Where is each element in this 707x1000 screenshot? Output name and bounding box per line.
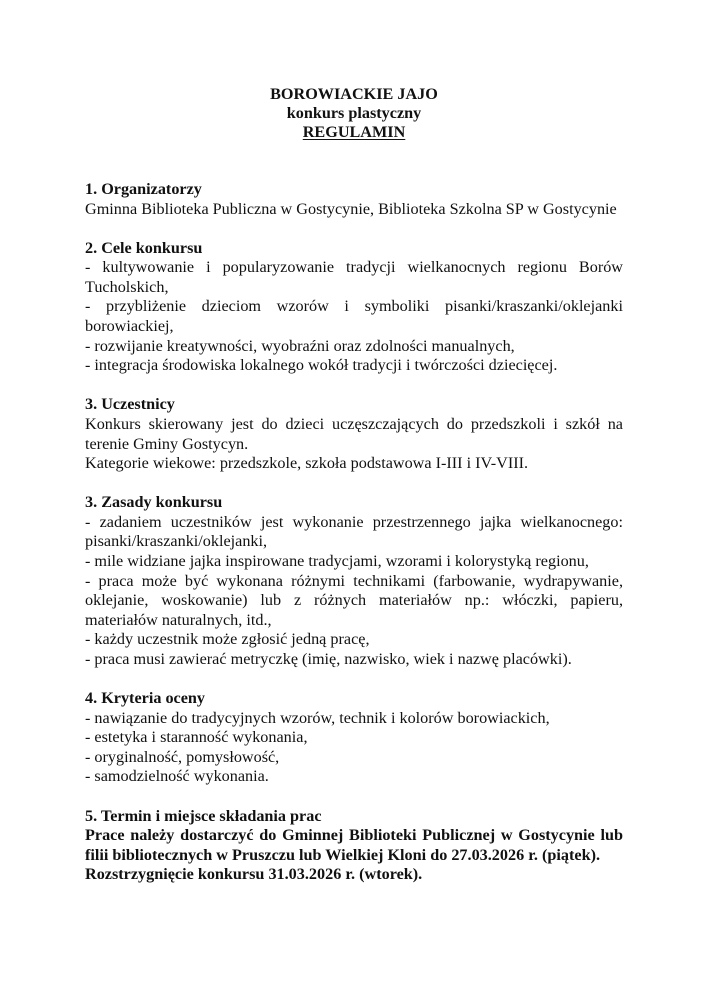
section-heading: 4. Kryteria oceny (85, 689, 206, 708)
list-item: - przybliżenie dzieciom wzorów i symboliki pisanki/kraszanki/oklejanki borowiackiej, (85, 297, 623, 336)
section-goals (85, 239, 623, 376)
section-line: Gminna Biblioteka Publiczna w Gostycynie, Biblioteka Szkolna SP w Gostycynie (85, 199, 617, 218)
list-item: - estetyka i staranność wykonania, (85, 728, 308, 747)
document-type: REGULAMIN (302, 123, 406, 141)
section-line: Kategorie wiekowe: przedszkole, szkoła podstawowa I-III i IV-VIII. (85, 454, 529, 473)
list-item: - zadaniem uczestników jest wykonanie przestrzennego jajka wielkanocnego: pisanki/kraszanki/oklejanki, (85, 512, 623, 551)
list-item: - kultywowanie i popularyzowanie tradycji wielkanocnych regionu Borów Tucholskich, (85, 258, 623, 296)
list-item: - nawiązanie do tradycyjnych wzorów, technik i kolorów borowiackich, (85, 708, 550, 727)
section-rules (85, 493, 623, 669)
list-item: - rozwijanie kreatywności, wyobraźni oraz zdolności manualnych, (85, 336, 515, 355)
section-deadline (85, 807, 623, 885)
section-heading: 3. Zasady konkursu (85, 493, 223, 512)
section-line: Rozstrzygnięcie konkursu 31.03.2026 r. (wtorek). (85, 865, 423, 884)
section-organizers (85, 180, 623, 219)
section-line: Konkurs skierowany jest do dzieci uczęszczających do przedszkoli i szkół na terenie Gminy Gostycyn. (85, 414, 623, 453)
list-item: - mile widziane jajka inspirowane tradycjami, wzorami i kolorystyką regionu, (85, 552, 589, 570)
section-heading: 1. Organizatorzy (85, 180, 202, 198)
section-heading: 5. Termin i miejsce składania prac (85, 806, 322, 825)
list-item: - praca musi zawierać metryczkę (imię, nazwisko, wiek i nazwę placówki). (85, 649, 572, 668)
list-item: - oryginalność, pomysłowość, (85, 747, 280, 766)
section-participants (85, 395, 623, 473)
section-heading: 2. Cele konkursu (85, 238, 203, 257)
list-item: - każdy uczestnik może zgłosić jedną pracę, (85, 630, 370, 649)
document-page (85, 85, 623, 904)
list-item: - praca może być wykonana różnymi technikami (farbowanie, wydrapywanie, oklejanie, woskowanie) lub z różnych materiałów np.: włóczki, papieru, materiałów naturalnych, itd., (85, 571, 623, 629)
title-block (85, 85, 623, 142)
section-line: Prace należy dostarczyć do Gminnej Biblioteki Publicznej w Gostycynie lub filii bibliotecznych w Pruszczu lub Wielkiej Kloni do 27.03.2026 r. (piątek). (85, 826, 623, 864)
list-item: - samodzielność wykonania. (85, 767, 269, 786)
document-title: BOROWIACKIE JAJO (270, 85, 438, 103)
list-item: - integracja środowiska lokalnego wokół tradycji i twórczości dziecięcej. (85, 356, 558, 375)
section-heading: 3. Uczestnicy (85, 395, 175, 414)
section-criteria (85, 689, 623, 787)
document-subtitle: konkurs plastyczny (286, 104, 422, 122)
